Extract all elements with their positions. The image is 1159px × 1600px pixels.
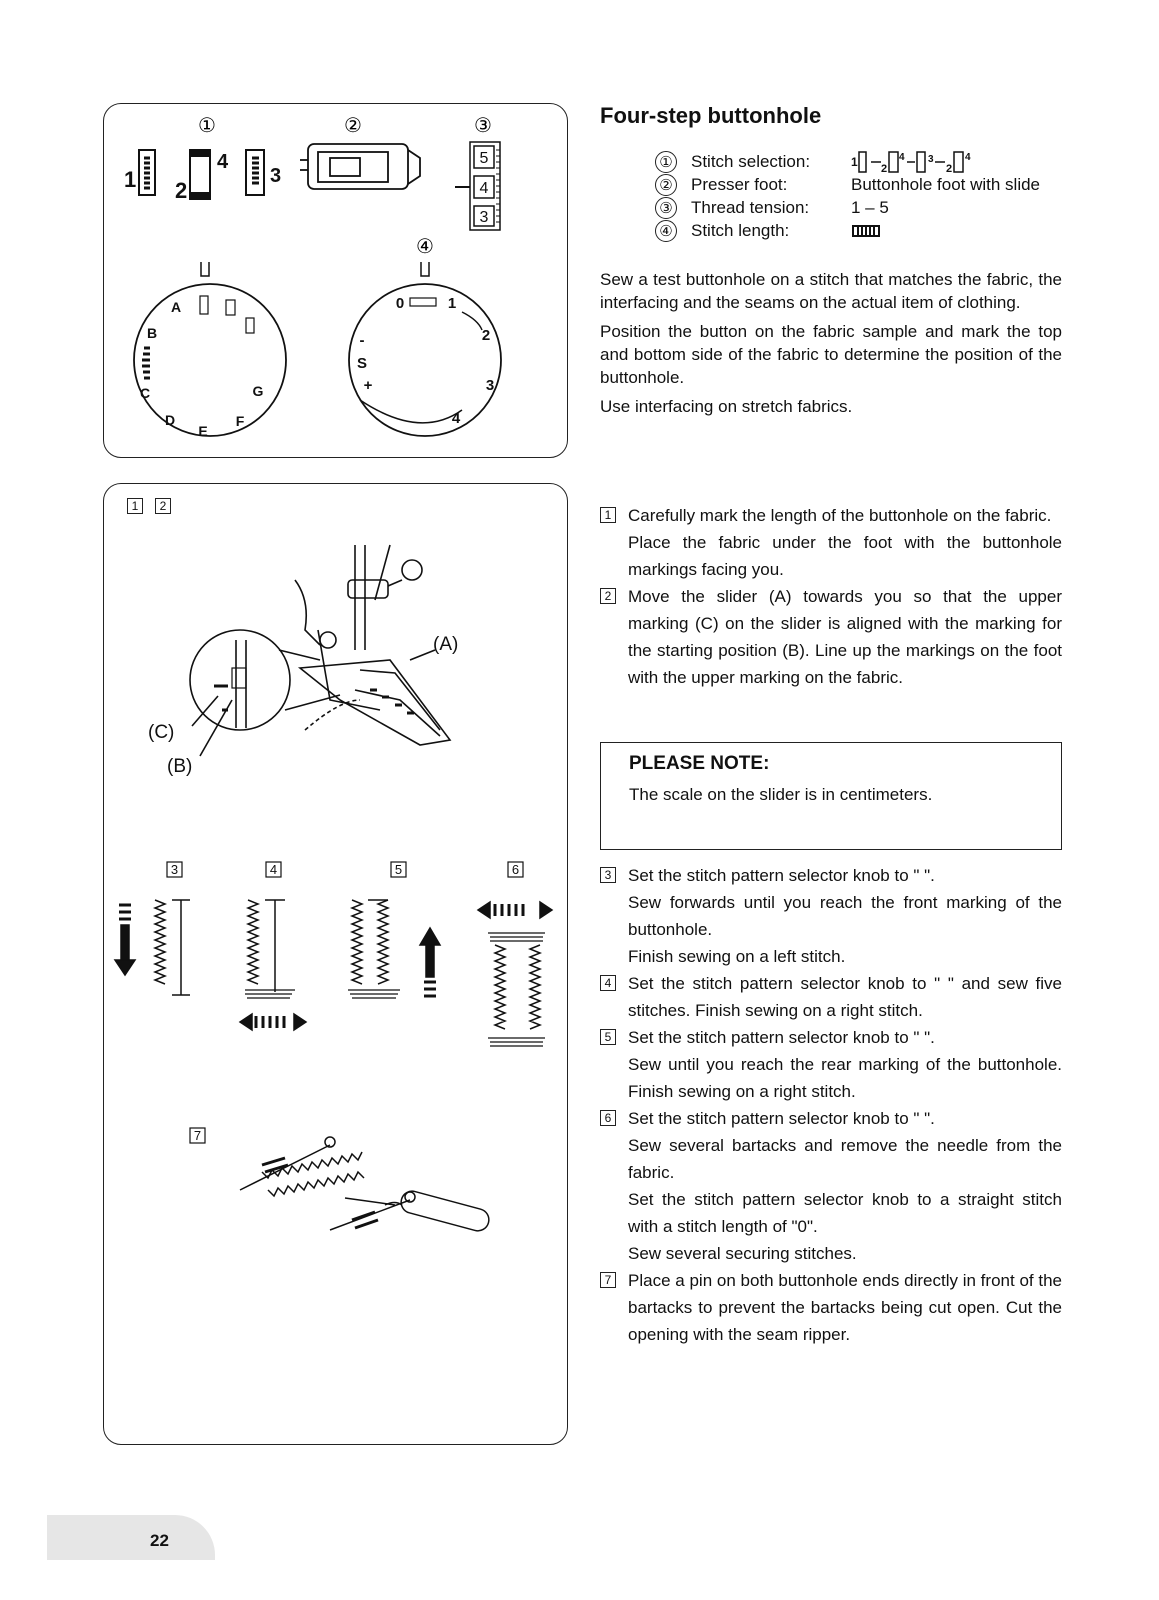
length-4: 4 [451,410,461,427]
step-tag-3: 3 [170,862,179,877]
step-number: 3 [600,867,616,883]
step-line: Sew forwards until you reach the front marking of the buttonhole. [628,893,1062,939]
dial-f: F [235,413,245,429]
step-tag-6: 6 [511,862,520,877]
dial-c: C [139,385,151,401]
svg-text:2: 2 [946,162,953,175]
step-number: 7 [600,1272,616,1288]
spec-num: ② [655,174,677,196]
step-4 [600,970,1062,1024]
step-line: Set the stitch pattern selector knob to a straight stitch with a stitch length of "0". [628,1190,1062,1236]
svg-text:1: 1 [851,154,858,169]
step-line: Sew several bartacks and remove the needle from the fabric. [628,1136,1062,1182]
dial-g: G [252,383,264,399]
spec-label: Thread tension: [691,197,810,217]
svg-text:4: 4 [965,151,971,163]
intro-paragraph: Sew a test buttonhole on a stitch that matches the fabric, the interfacing and the seams on the actual item of clothing. [600,270,1062,312]
step-tag: 1 [127,498,143,514]
steps-list-b [600,862,1062,1348]
length-minus: - [359,332,365,349]
tension-5: 5 [479,150,489,167]
machine-foot-drawing [190,545,450,756]
step-line: Set the stitch pattern selector knob to " ". [628,1028,935,1047]
note-title: PLEASE NOTE: [629,753,770,774]
dial-d: D [164,412,176,428]
step-7-drawing [240,1137,491,1233]
step-6 [600,1105,1062,1267]
icon-number-4: 4 [217,151,229,173]
page-number-tab [47,1515,215,1560]
intro-paragraph: Use interfacing on stretch fabrics. [600,397,853,416]
step-5 [600,1024,1062,1105]
step-3-drawing [115,900,190,995]
spec-value: 1 – 5 [851,197,889,217]
step-line: Sew several securing stitches. [628,1244,857,1263]
svg-text:3: 3 [928,153,934,165]
icon-number-3: 3 [270,165,282,187]
step-line: Sew until you reach the rear marking of the buttonhole. Finish sewing on a right stitch. [628,1055,1062,1101]
step-number: 5 [600,1029,616,1045]
step-3 [600,862,1062,970]
step-line: Set the stitch pattern selector knob to " " and sew five stitches. Finish sewing on a right stitch. [628,974,1062,1020]
step-number: 1 [600,507,616,523]
svg-text:4: 4 [899,151,905,163]
spec-label: Presser foot: [691,174,788,194]
step-tag: 2 [155,498,171,514]
step-number: 4 [600,975,616,991]
step-number: 2 [600,588,616,604]
spec-num: ① [655,151,677,173]
length-3: 3 [485,377,495,394]
step-tag-4: 4 [269,862,278,877]
intro-paragraph: Position the button on the fabric sample and mark the top and bottom side of the fabric to determine the position of the buttonhole. [600,322,1062,387]
dial-b: B [146,325,158,341]
length-1: 1 [447,295,457,312]
step-5-drawing [348,900,440,998]
callout-4: ④ [416,236,434,258]
spec-num: ③ [655,197,677,219]
length-2: 2 [481,327,491,344]
step-2 [600,583,1062,691]
note-text: The scale on the slider is in centimeters. [629,785,933,804]
step-6-drawing [478,902,552,1046]
icon-number-1: 1 [124,167,137,192]
please-note-box [600,742,1062,850]
label-a: (A) [433,634,459,655]
tension-4: 4 [479,180,489,197]
page-title: Four-step buttonhole [600,103,822,128]
callout-2: ② [344,115,362,137]
callout-1: ① [198,115,216,137]
dial-a: A [170,299,182,315]
spec-label: Stitch length: [691,220,790,240]
step-line: Carefully mark the length of the buttonhole on the fabric. [628,506,1052,525]
svg-text:2: 2 [881,162,888,175]
step-7 [600,1267,1062,1348]
step-line: Move the slider (A) towards you so that the upper marking (C) on the slider is aligned with the marking for the starting position (B). Line up the markings on the foot with the upper marking on the fabric. [628,587,1062,687]
step-tag-5: 5 [394,862,403,877]
page-number: 22 [150,1531,169,1550]
icon-number-2: 2 [175,178,188,203]
label-c: (C) [148,722,175,743]
step-line: Place a pin on both buttonhole ends directly in front of the bartacks to prevent the bartacks being cut open. Cut the opening with the seam ripper. [628,1271,1062,1344]
length-plus: + [363,377,373,394]
steps-list-a [600,502,1062,691]
step-1 [600,502,1062,583]
step-line: Set the stitch pattern selector knob to " ". [628,1109,935,1128]
label-b: (B) [167,756,193,777]
step-line: Finish sewing on a left stitch. [628,947,846,966]
tension-3: 3 [479,209,489,226]
length-s: S [356,355,368,372]
step-number: 6 [600,1110,616,1126]
dial-e: E [198,423,208,439]
spec-value: Buttonhole foot with slide [851,174,1041,194]
step-line: Set the stitch pattern selector knob to " ". [628,866,935,885]
length-0: 0 [395,295,405,312]
step-line: Place the fabric under the foot with the buttonhole markings facing you. [628,533,1062,579]
spec-num: ④ [655,220,677,242]
step-4-drawing [240,900,306,1030]
step-tag-7: 7 [193,1128,202,1143]
callout-3: ③ [474,115,492,137]
spec-label: Stitch selection: [691,151,811,171]
